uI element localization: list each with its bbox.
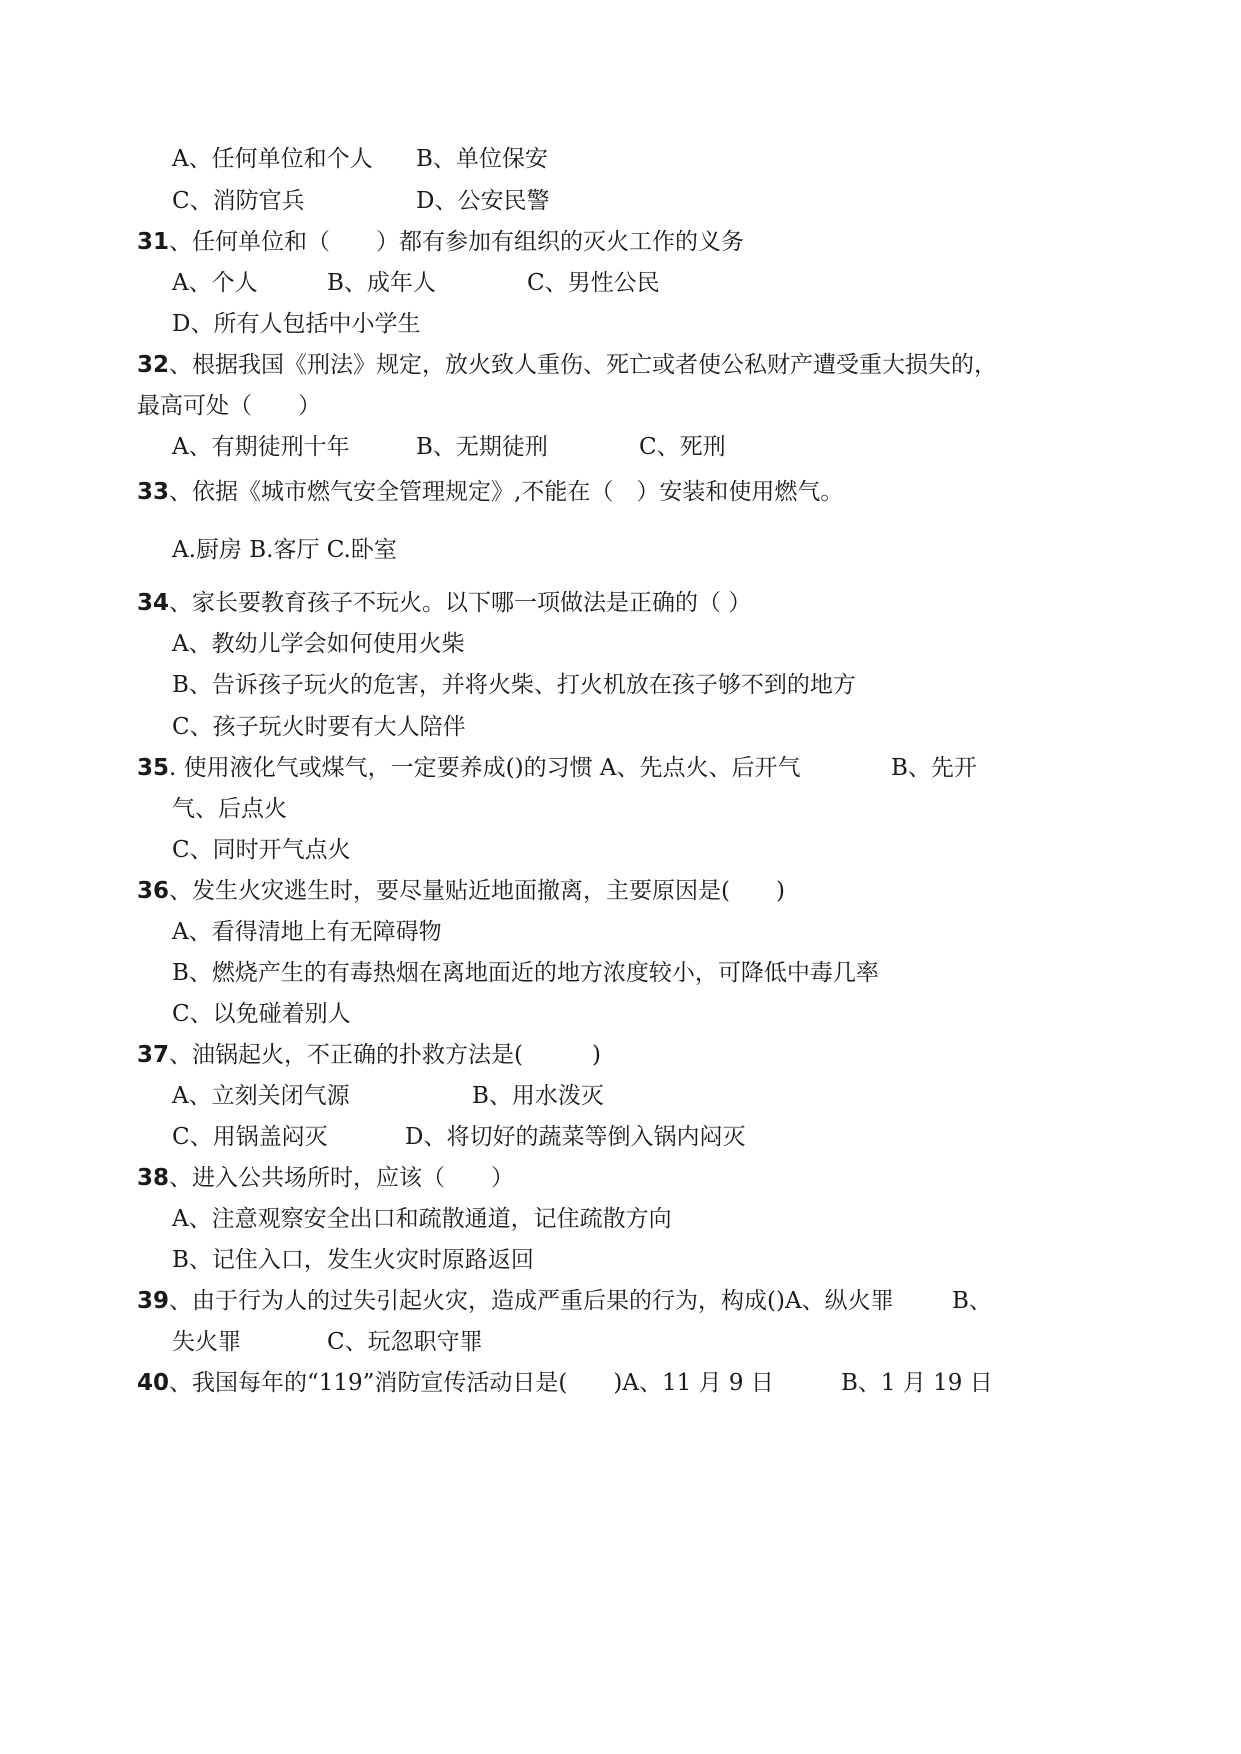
question-33 [137,477,843,507]
question-text: 、根据我国《刑法》规定，放火致人重伤、死亡或者使公私财产遭受重大损失的， [169,352,998,378]
q34-option-b: B、告诉孩子玩火的危害，并将火柴、打火机放在孩子够不到的地方 [172,672,856,698]
question-number: 38 [137,1165,170,1191]
q33-options: A.厨房 B.客厅 C.卧室 [172,537,397,563]
question-36 [137,876,785,906]
question-number: 31 [137,229,170,255]
q37-option-b: B、用水泼灭 [472,1083,604,1109]
question-32 [137,350,997,380]
q30-option-c: C、消防官兵 [172,188,305,214]
q32-option-c: C、死刑 [639,434,726,460]
q37-option-a: A、立刻关闭气源 [172,1083,350,1109]
question-35 [137,753,801,783]
q38-option-a: A、注意观察安全出口和疏散通道，记住疏散方向 [172,1206,672,1232]
question-text: 、依据《城市燃气安全管理规定》,不能在（ ）安装和使用燃气。 [169,479,844,505]
q31-option-c: C、男性公民 [527,270,660,296]
question-text: 、家长要教育孩子不玩火。以下哪一项做法是正确的（ ） [169,590,752,616]
q36-option-b: B、燃烧产生的有毒热烟在离地面近的地方浓度较小，可降低中毒几率 [172,960,879,986]
question-text: 、由于行为人的过失引起火灾，造成严重后果的行为，构成()A、纵火罪 [169,1288,894,1314]
q38-option-b: B、记住入口，发生火灾时原路返回 [172,1247,534,1273]
question-number: 39 [137,1288,170,1314]
q39-option-b-continuation: 失火罪 [172,1329,241,1355]
question-text: 、任何单位和（ ）都有参加有组织的灭火工作的义务 [169,229,745,255]
question-number: 40 [137,1370,170,1396]
q39-option-c: C、玩忽职守罪 [327,1329,483,1355]
question-number: 35 [137,755,170,781]
question-text: 、油锅起火，不正确的扑救方法是( ) [169,1042,601,1068]
question-text: 、进入公共场所时，应该（ ） [169,1165,515,1191]
question-number: 34 [137,590,170,616]
question-40 [137,1368,774,1398]
question-text: . 使用液化气或煤气，一定要养成()的习惯 A、先点火、后开气 [169,755,801,781]
q35-option-b: B、先开 [891,755,977,781]
question-37 [137,1040,601,1070]
q32-option-a: A、有期徒刑十年 [172,434,350,460]
q30-option-a: A、任何单位和个人 [172,146,373,172]
q35-option-b-continuation: 气、后点火 [172,796,287,822]
q39-option-b: B、 [952,1288,992,1314]
question-text: 、我国每年的“119”消防宣传活动日是( )A、11 月 9 日 [169,1370,774,1396]
q30-option-d: D、公安民警 [416,188,550,214]
q30-option-b: B、单位保安 [416,146,548,172]
question-31 [137,227,744,257]
question-text: 、发生火灾逃生时，要尽量贴近地面撤离，主要原因是( ) [169,878,785,904]
question-number: 32 [137,352,170,378]
q36-option-c: C、以免碰着别人 [172,1001,351,1027]
q32-option-b: B、无期徒刑 [416,434,548,460]
q31-option-d: D、所有人包括中小学生 [172,311,421,337]
q34-option-c: C、孩子玩火时要有大人陪伴 [172,714,466,740]
q36-option-a: A、看得清地上有无障碍物 [172,919,442,945]
q40-option-b: B、1 月 19 日 [841,1370,993,1396]
question-number: 37 [137,1042,170,1068]
q31-option-a: A、个人 [172,270,258,296]
q37-option-d: D、将切好的蔬菜等倒入锅内闷灭 [405,1124,746,1150]
q32-continuation: 最高可处（ ） [137,393,321,419]
question-38 [137,1163,514,1193]
q31-option-b: B、成年人 [327,270,436,296]
question-34 [137,588,751,618]
q37-option-c: C、用锅盖闷灭 [172,1124,328,1150]
question-39 [137,1286,894,1316]
question-number: 36 [137,878,170,904]
question-number: 33 [137,479,170,505]
q34-option-a: A、教幼儿学会如何使用火柴 [172,631,465,657]
q35-option-c: C、同时开气点火 [172,837,351,863]
